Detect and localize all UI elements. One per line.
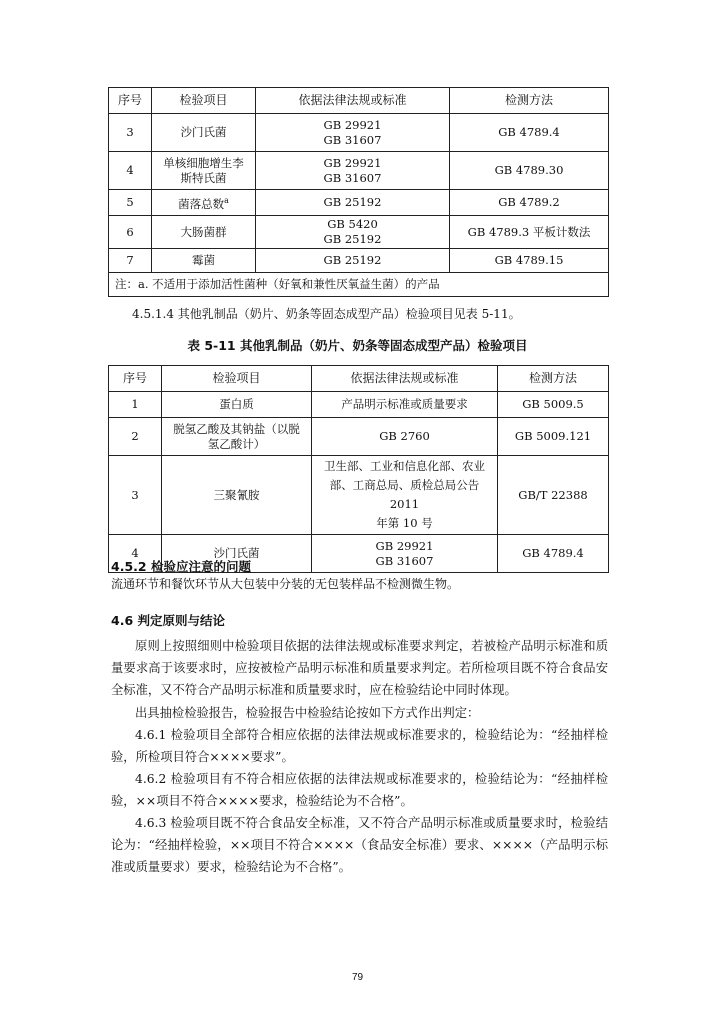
table-row: 5 菌落总数$^a$ GB 25192 GB 4789.2 xyxy=(109,190,609,216)
microbe-table xyxy=(108,87,609,297)
section-463-text: 4.6.3 检验项目既不符合食品安全标准，又不符合产品明示标准或质量要求时，检验结论为：“经抽样检验，××项目不符合××××（食品安全标准）要求、××××（产品明示标准或质量要求）要求，检验结论为不合格”。 xyxy=(111,816,608,874)
section-4514-text: 4.5.1.4 其他乳制品（奶片、奶条等固态成型产品）检验项目见表 5-11。 xyxy=(132,307,521,321)
table-note: 注：a. 不适用于添加活性菌种（好氧和兼性厌氧益生菌）的产品 xyxy=(109,273,609,297)
col-header-method: 检测方法 xyxy=(498,366,609,392)
col-header-no: 序号 xyxy=(109,88,152,114)
section-462-text: 4.6.2 检验项目有不符合相应依据的法律法规或标准要求的，检验结论为：“经抽样检验，××项目不符合××××要求，检验结论为不合格”。 xyxy=(111,772,608,808)
other-dairy-table xyxy=(108,365,609,573)
table-row: 6 大肠菌群 GB 5420 GB 25192 GB 4789.3 平板计数法 xyxy=(109,216,609,249)
table-row: 2 脱氢乙酸及其钠盐（以脱 氢乙酸计） GB 2760 GB 5009.121 xyxy=(109,418,609,456)
col-header-item: 检验项目 xyxy=(152,88,256,114)
table-row: 4 单核细胞增生李 斯特氏菌 GB 29921 GB 31607 GB 4789.30 xyxy=(109,152,609,190)
table-caption: 表 5-11 其他乳制品（奶片、奶条等固态成型产品）检验项目 xyxy=(187,338,528,353)
section-46-heading: 4.6 判定原则与结论 xyxy=(111,613,225,628)
col-header-standard: 依据法律法规或标准 xyxy=(312,366,498,392)
col-header-standard: 依据法律法规或标准 xyxy=(256,88,450,114)
page-number: 79 xyxy=(351,972,364,983)
table-row: 3 三聚氰胺 卫生部、工业和信息化部、农业 部、工商总局、质检总局公告 2011 年第 10 号 GB/T 22388 xyxy=(109,456,609,535)
table-row: 1 蛋白质 产品明示标准或质量要求 GB 5009.5 xyxy=(109,392,609,418)
col-header-no: 序号 xyxy=(109,366,162,392)
table-row: 3 沙门氏菌 GB 29921 GB 31607 GB 4789.4 xyxy=(109,114,609,152)
section-461-text: 4.6.1 检验项目全部符合相应依据的法律法规或标准要求的，检验结论为：“经抽样检验，所检项目符合××××要求”。 xyxy=(111,728,608,764)
col-header-item: 检验项目 xyxy=(162,366,312,392)
section-452-heading: 4.5.2 检验应注意的问题 xyxy=(111,559,251,574)
section-452-text: 流通环节和餐饮环节从大包装中分装的无包装样品不检测微生物。 xyxy=(111,577,460,591)
col-header-method: 检测方法 xyxy=(450,88,609,114)
section-46-para-1: 原则上按照细则中检验项目依据的法律法规或标准要求判定，若被检产品明示标准和质量要求高于该要求时，应按被检产品明示标准和质量要求判定。若所检项目既不符合食品安全标准，又不符合产品明示标准和质量要求时，应在检验结论中同时体现。 xyxy=(111,639,608,697)
section-46-para-2: 出具抽检检验报告，检验报告中检验结论按如下方式作出判定： xyxy=(135,706,480,720)
table-row: 4 沙门氏菌 GB 29921 GB 31607 GB 4789.4 xyxy=(109,535,609,573)
table-row: 7 霉菌 GB 25192 GB 4789.15 xyxy=(109,249,609,273)
